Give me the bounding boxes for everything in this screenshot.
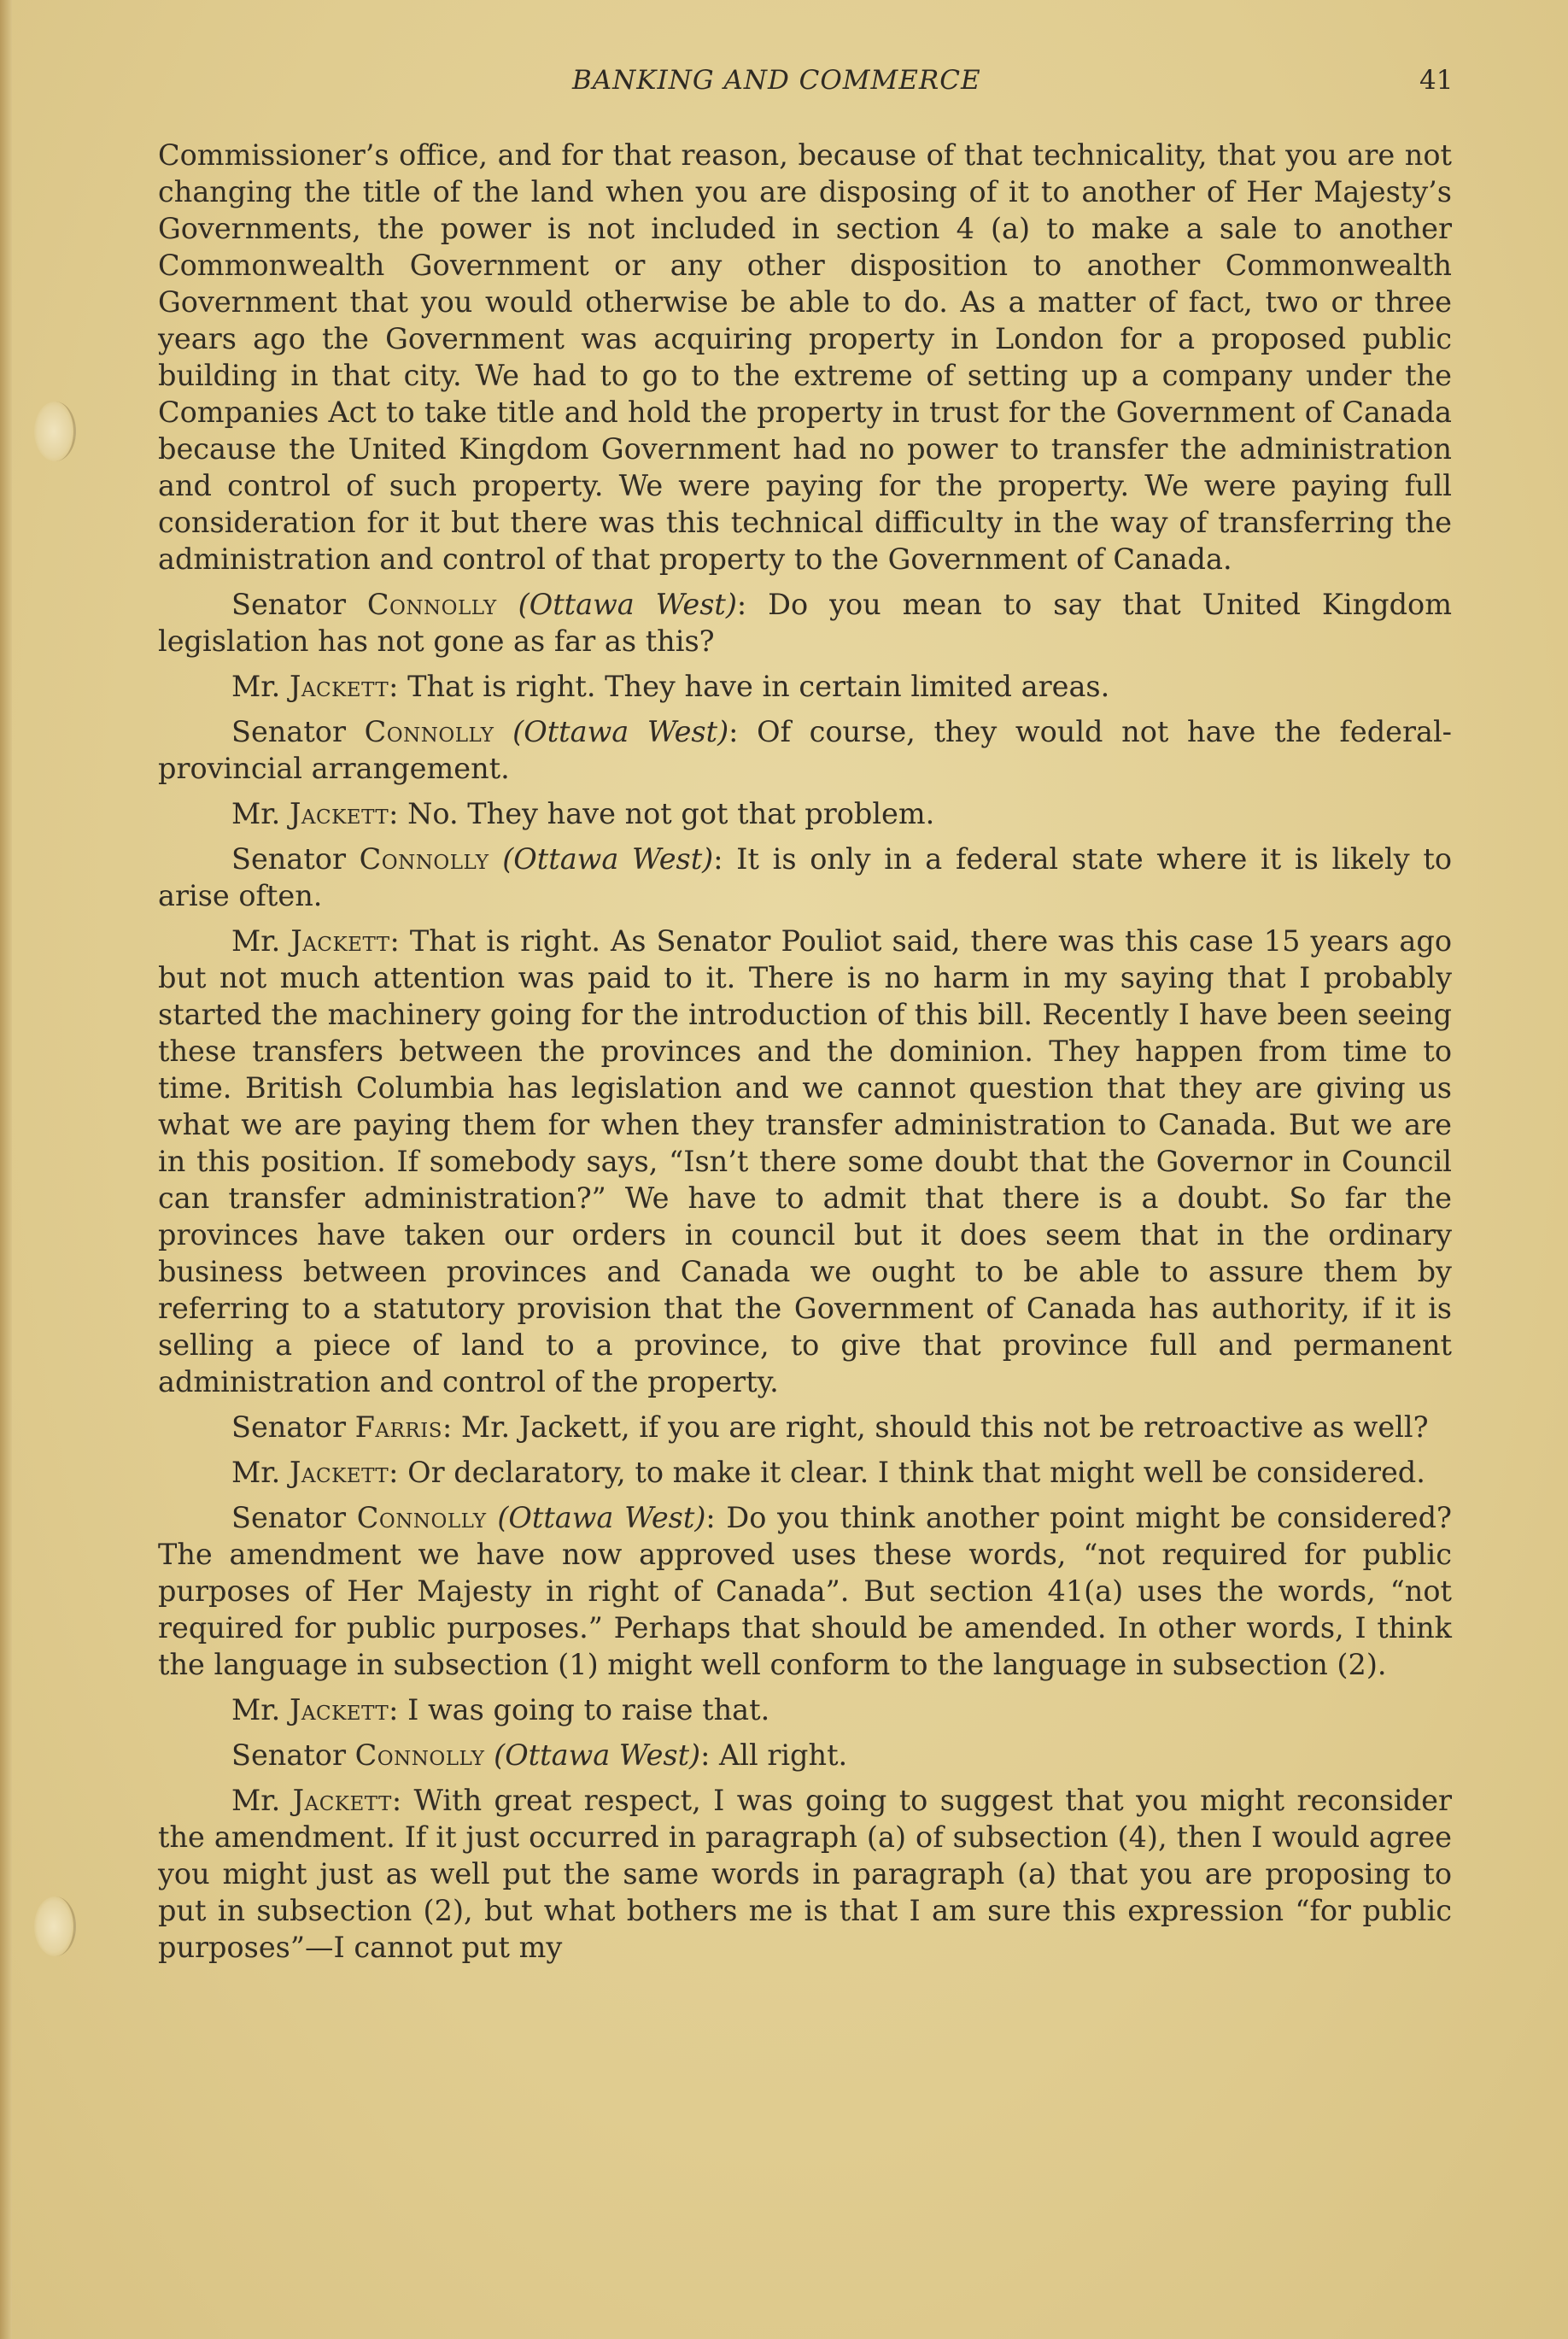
speaker-title: Senator [231,1738,346,1772]
page-edge [0,0,12,2339]
speaker-title: Mr. [231,797,281,830]
speech [158,1691,1452,1728]
speaker-title: Mr. [231,1456,281,1489]
speaker-title: Mr. [231,924,281,958]
speech [158,1454,1452,1491]
speaker-title: Senator [231,588,346,621]
speech-text: : Mr. Jackett, if you are right, should this not be retroactive as well? [442,1410,1429,1444]
speaker-riding: (Ottawa West) [497,1501,706,1534]
speaker-name: Jackett [289,1693,389,1726]
speaker-riding: (Ottawa West) [512,715,729,748]
speaker-title: Mr. [231,1784,281,1817]
transcript-body [158,137,1452,1974]
speech [158,795,1452,832]
speech [158,923,1452,1400]
speech-text: : Do you mean to say that United Kingdom legislation has not gone as far as this? [158,588,1452,658]
speaker-name: Connolly [364,715,494,748]
speaker-name: Connolly [359,842,489,876]
speaker-riding: (Ottawa West) [518,588,737,621]
speech-text: : No. They have not got that problem. [389,797,935,830]
page-header [0,65,1568,99]
speaker-name: Connolly [354,1738,485,1772]
speech [158,1737,1452,1773]
speaker-name: Farris [354,1410,442,1444]
speech-text: : Of course, they would not have the federal-provincial arrangement. [158,715,1452,785]
binding-hole [34,1896,76,1956]
speaker-riding: (Ottawa West) [502,842,714,876]
speech [158,841,1452,914]
speaker-name: Jackett [289,797,389,830]
speaker-name: Connolly [356,1501,487,1534]
speaker-title: Senator [231,842,346,876]
speaker-name: Jackett [290,924,390,958]
speaker-name: Jackett [289,1456,389,1489]
speech-text: : Do you think another point might be considered? The amendment we have now approved uses these words, “not required for public purposes of Her Majesty in right of Canada”. But section 41(a) uses the words, “not required for public purposes.” Perhaps that should be amended. In other words, I think the language in subsection (1) might well conform to the language in subsection (2). [158,1501,1453,1681]
paragraph: Commissioner’s office, and for that reason, because of that technicality, that you are not changing the title of the land when you are disposing of it to another of Her Majesty’s Governments, the power is not included in section 4 (a) to make a sale to another Commonwealth Government or any other disposition to another Commonwealth Government that you would otherwise be able to do. As a matter of fact, two or three years ago the Government was acquiring property in London for a proposed public building in that city. We had to go to the extreme of setting up a company under the Companies Act to take title and hold the property in trust for the Government of Canada because the United Kingdom Government had no power to transfer the administration and control of such property. We were paying for the property. We were paying full consideration for it but there was this technical difficulty in the way of transferring the administration and control of that property to the Government of Canada. [158,138,1452,576]
page-number: 41 [1419,65,1454,96]
speaker-name: Jackett [289,670,389,703]
speech [158,586,1452,659]
running-head: BANKING AND COMMERCE [572,65,981,96]
binding-hole [34,402,76,461]
speaker-name: Jackett [292,1784,392,1817]
speaker-riding: (Ottawa West) [494,1738,701,1772]
speech [158,1499,1452,1683]
speaker-title: Senator [231,715,346,748]
speech-text: : Or declaratory, to make it clear. I think that might well be considered. [389,1456,1425,1489]
speech-text: : With great respect, I was going to suggest that you might reconsider the amendment. If it just occurred in paragraph (a) of subsection (4), then I would agree you might just as well put the same words in paragraph (a) that you are proposing to put in subsection (2), but what bothers me is that I am sure this expression “for public purposes”—I cannot put my [158,1784,1452,1964]
speaker-name: Connolly [366,588,497,621]
speaker-title: Senator [231,1501,346,1534]
speech-text: : I was going to raise that. [389,1693,770,1726]
speech-text: : That is right. As Senator Pouliot said, there was this case 15 years ago but not much attention was paid to it. There is no harm in my saying that I probably started the machinery going for the introduction of this bill. Recently I have been seeing these transfers between the provinces and the dominion. They happen from time to time. British Columbia has legislation and we cannot question that they are giving us what we are paying them for when they transfer administration to Canada. But we are in this position. If somebody says, “Isn’t there some doubt that the Governor in Council can transfer administration?” We have to admit that there is a doubt. So far the provinces have taken our orders in council but it does seem that in the ordinary business between provinces and Canada we ought to be able to assure them by referring to a statutory provision that the Government of Canada has authority, if it is selling a piece of land to a province, to give that province full and permanent administration and control of the property. [158,924,1452,1398]
speaker-title: Mr. [231,1693,281,1726]
speech [158,1409,1452,1445]
speaker-title: Senator [231,1410,346,1444]
speech [158,1782,1452,1966]
speaker-title: Mr. [231,670,281,703]
speech-text: : It is only in a federal state where it is likely to arise often. [158,842,1453,912]
speech [158,668,1452,705]
speech [158,713,1452,787]
speech-text: : All right. [700,1738,848,1772]
speech-text: : That is right. They have in certain limited areas. [389,670,1110,703]
